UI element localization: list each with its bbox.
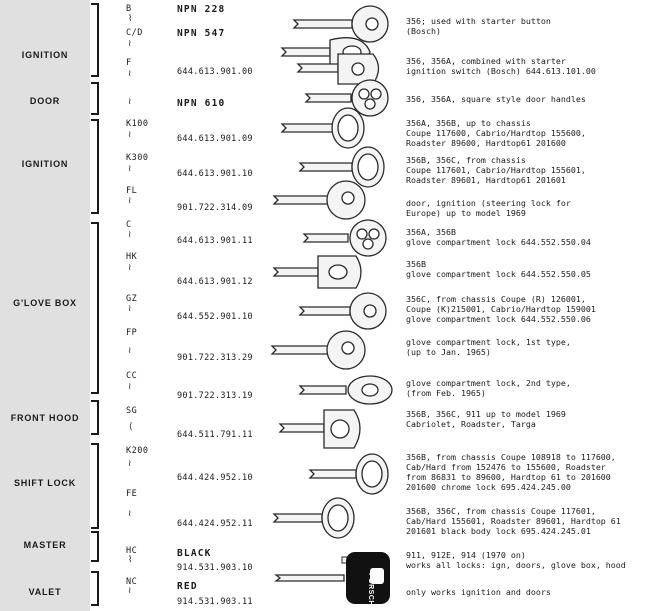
key-cut-symbol: ≀ [128,230,132,240]
key-description: 356C, from chassis Coupe (R) 126001, Coupe (K)215001, Cabrio/Hardtop 159001 glove compartment lock 644.552.550.06 [406,294,596,324]
part-number: 644.613.901.11 [177,236,253,246]
key-image [280,410,360,448]
part-number: 644.613.901.12 [177,277,253,287]
key-cut-symbol: ≀ [128,69,132,79]
key-image [276,575,344,581]
key-cut-symbol: ⟨ [128,422,134,432]
key-code: GZ [126,294,138,304]
part-number: 901.722.313.29 [177,353,253,363]
key-code: K200 [126,446,149,456]
key-image [310,454,388,494]
key-description: glove compartment lock, 2nd type, (from Feb. 1965) [406,378,571,398]
key-code: C [126,220,132,230]
key-code: HK [126,252,138,262]
key-image [300,376,392,404]
key-image [282,108,364,148]
key-code: SG [126,406,138,416]
category-label-door: DOOR [29,96,61,106]
key-cut-symbol: ≀ [128,130,132,140]
key-image [274,181,365,219]
part-number: 914.531.903.10 [177,563,253,573]
part-number: 644.552.901.10 [177,312,253,322]
key-color-label: BLACK [177,548,212,559]
key-cut-symbol: ⌇ [128,14,133,24]
key-code: F [126,58,132,68]
key-color-label: RED [177,581,198,592]
part-number: 914.531.903.11 [177,597,253,607]
key-cut-symbol: ≀ [128,164,132,174]
key-code: NC [126,577,138,587]
part-number: 644.613.901.09 [177,134,253,144]
key-cut-symbol: ≀ [128,509,132,519]
part-number: NPN 228 [177,4,226,15]
part-number: NPN 610 [177,98,226,109]
category-label-glove-box: G'LOVE BOX [13,298,77,308]
category-label-master: MASTER [23,540,67,550]
key-description: 356A, 356B glove compartment lock 644.552.550.04 [406,227,591,247]
key-cut-symbol: ≀ [128,346,132,356]
key-description: 356B, 356C, 911 up to model 1969 Cabriolet, Roadster, Targa [406,409,566,429]
key-cut-symbol: ≀ [128,196,132,206]
key-cut-symbol: ≀ [128,459,132,469]
category-label-front-hood: FRONT HOOD [10,413,80,423]
key-description: only works ignition and doors [406,587,551,597]
part-number: 644.613.901.10 [177,169,253,179]
key-description: 356B glove compartment lock 644.552.550.05 [406,259,591,279]
key-code: FP [126,328,138,338]
key-cut-symbol: ≀ [128,263,132,273]
key-cut-symbol: ≀ [128,304,132,314]
key-description: 356B, 356C, from chassis Coupe 117601, Cabrio/Hardtop 155601, Roadster 89601, Hardtop61 201601 [406,155,586,185]
category-label-ignition: IGNITION [21,159,69,169]
key-image [342,552,390,611]
key-description: 356, 356A, square style door handles [406,94,586,104]
key-image [274,498,354,538]
key-description: 356B, 356C, from chassis Coupe 117601, Cab/Hard 155601, Roadster 89601, Hardtop 61 201601 black body lock 695.424.245.01 [406,506,621,536]
part-number: NPN 547 [177,28,226,39]
key-code: HC [126,546,138,556]
key-image [300,293,386,329]
key-description: door, ignition (steering lock for Europe) up to model 1969 [406,198,571,218]
key-cut-symbol: ≀ [128,382,132,392]
key-image [274,256,361,288]
key-cut-symbol: ⌇ [128,555,133,565]
key-code: C/D [126,28,143,38]
part-number: 644.613.901.00 [177,67,253,77]
category-label-shift-lock: SHIFT LOCK [14,478,76,488]
key-cut-symbol: ≀ [128,39,132,49]
porsche-brand-text: PORSCHE [367,573,374,611]
part-number: 901.722.314.09 [177,203,253,213]
key-code: FE [126,489,138,499]
part-number: 644.511.791.11 [177,430,253,440]
key-image [298,54,379,84]
key-description: 356; used with starter button (Bosch) [406,16,551,36]
key-image [304,220,386,256]
key-image [294,6,388,42]
key-description: glove compartment lock, 1st type, (up to Jan. 1965) [406,337,571,357]
key-description: 356, 356A, combined with starter ignition switch (Bosch) 644.613.101.00 [406,56,596,76]
key-code: K300 [126,153,149,163]
key-cut-symbol: ≀ [128,97,132,107]
key-image [272,331,365,369]
part-number: 644.424.952.10 [177,473,253,483]
part-number: 901.722.313.19 [177,391,253,401]
category-label-ignition: IGNITION [21,50,69,60]
key-code: FL [126,186,138,196]
key-cut-symbol: ≀ [128,586,132,596]
key-code: CC [126,371,138,381]
category-label-valet: VALET [28,587,62,597]
key-description: 911, 912E, 914 (1970 on) works all locks: ign, doors, glove box, hood [406,550,626,570]
key-description: 356A, 356B, up to chassis Coupe 117600, Cabrio/Hardtop 155600, Roadster 89600, Hardtop61 201600 [406,118,586,148]
key-code: B [126,4,132,14]
key-description: 356B, from chassis Coupe 108918 to 117600, Cab/Hard from 152476 to 155600, Roadster from 86831 to 89600, Hardtop 61 to 201600 201600 chrome lock 695.424.245.00 [406,452,616,492]
key-code: K100 [126,119,149,129]
part-number: 644.424.952.11 [177,519,253,529]
